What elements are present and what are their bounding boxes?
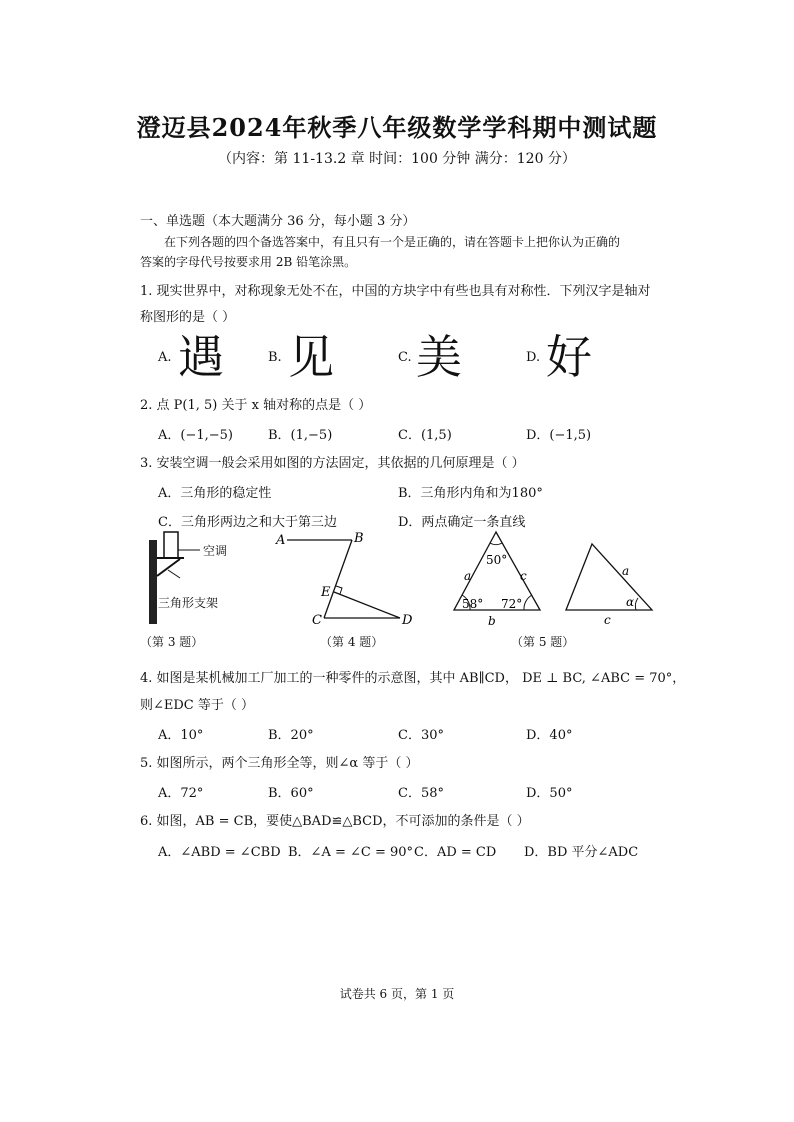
q6-option-a: A．∠ABD = ∠CBD xyxy=(158,845,281,860)
q1-option-b-label: B. xyxy=(268,350,282,365)
q1-option-c-label: C. xyxy=(398,350,412,365)
fig3-caption: （第 3 题） xyxy=(140,635,204,649)
q5-text: 5. 如图所示，两个三角形全等，则∠α 等于（ ） xyxy=(140,756,419,771)
q4-option-a: A．10° xyxy=(158,728,204,743)
q1-text-2: 称图形的是（ ） xyxy=(140,310,236,325)
fig5-top-angle: 50° xyxy=(486,553,508,567)
fig4-label-b: B xyxy=(354,531,364,546)
q1-option-d-char: 好 xyxy=(546,330,592,384)
fig5b-side-c: c xyxy=(604,613,611,627)
figure-3-air-conditioner xyxy=(140,530,260,630)
fig5-right-angle: 72° xyxy=(501,597,523,611)
fig4-label-c: C xyxy=(312,613,322,628)
fig4-label-e: E xyxy=(321,585,331,600)
q4-option-d: D．40° xyxy=(526,728,573,743)
q2-option-c: C．(1,5) xyxy=(398,428,452,443)
fig5-side-a: a xyxy=(464,569,472,583)
section-instruction-2: 答案的字母代号按要求用 2B 铅笔涂黑。 xyxy=(140,255,357,269)
fig5b-side-a: a xyxy=(622,564,630,578)
q2-option-b: B．(1,−5) xyxy=(268,428,333,443)
q4-text-2: 则∠EDC 等于（ ） xyxy=(140,698,255,713)
right-angle-arc xyxy=(524,595,532,610)
top-angle-arc xyxy=(490,543,502,545)
alpha-angle-arc xyxy=(635,598,638,610)
fig4-caption: （第 4 题） xyxy=(320,635,384,649)
q4-text-1: 4. 如图是某机械加工厂加工的一种零件的示意图，其中 AB∥CD， DE ⊥ BC, ∠ABC = 70°， xyxy=(140,671,686,686)
fig5-caption: （第 5 题） xyxy=(511,635,575,649)
q2-text: 2. 点 P(1, 5) 关于 x 轴对称的点是（ ） xyxy=(140,398,372,413)
segment-de xyxy=(334,592,400,618)
q4-option-c: C．30° xyxy=(398,728,444,743)
q3-option-a: A．三角形的稳定性 xyxy=(158,486,272,501)
q3-option-c: C．三角形两边之和大于第三边 xyxy=(158,515,337,530)
bracket-pointer-line xyxy=(168,570,180,578)
q3-option-d: D．两点确定一条直线 xyxy=(398,515,526,530)
fig3-ac-label: 空调 xyxy=(203,544,228,558)
q5-option-c: C．58° xyxy=(398,786,444,801)
fig5-side-b: b xyxy=(488,614,496,628)
q6-option-d: D．BD 平分∠ADC xyxy=(524,845,639,860)
figure-4-machine-part xyxy=(272,528,422,628)
q2-option-a: A．(−1,−5) xyxy=(158,428,233,443)
section-heading: 一、单选题（本大题满分 36 分，每小题 3 分） xyxy=(140,214,416,229)
q3-option-b: B．三角形内角和为180° xyxy=(398,486,543,501)
q5-option-d: D．50° xyxy=(526,786,573,801)
fig3-bracket-label: 三角形支架 xyxy=(158,596,219,610)
q4-option-b: B．20° xyxy=(268,728,314,743)
fig4-label-a: A xyxy=(276,533,286,548)
segment-bc xyxy=(324,540,352,618)
q3-text: 3. 安装空调一般会采用如图的方法固定，其依据的几何原理是（ ） xyxy=(140,456,525,471)
triangle-right-shape xyxy=(566,544,652,610)
wall xyxy=(149,540,157,624)
air-conditioner-box xyxy=(164,532,178,558)
fig5-left-angle: 58° xyxy=(462,597,484,611)
section-instruction-1: 在下列各题的四个备选答案中，有且只有一个是正确的，请在答题卡上把你认为正确的 xyxy=(164,235,621,249)
q1-option-b-char: 见 xyxy=(288,330,334,384)
page-subtitle: （内容：第 11-13.2 章 时间：100 分钟 满分：120 分） xyxy=(218,151,576,167)
q6-option-c: C．AD = CD xyxy=(414,845,497,860)
q2-option-d: D．(−1,5) xyxy=(526,428,592,443)
fig5b-angle-alpha: α xyxy=(626,595,635,609)
bracket-diagonal xyxy=(157,559,180,576)
fig5-side-c: c xyxy=(520,569,527,583)
page-footer: 试卷共 6 页，第 1 页 xyxy=(339,987,455,1001)
q6-text: 6. 如图，AB = CB，要使△BAD≌△BCD，不可添加的条件是（ ） xyxy=(140,814,530,829)
q1-option-a-char: 遇 xyxy=(178,330,224,384)
fig4-label-d: D xyxy=(402,613,413,628)
q1-text-1: 1. 现实世界中，对称现象无处不在，中国的方块字中有些也具有对称性．下列汉字是轴对 xyxy=(140,284,651,299)
q1-option-d-label: D. xyxy=(526,350,541,365)
figure-5-triangle-left xyxy=(448,528,548,628)
q6-option-b: B．∠A = ∠C = 90° xyxy=(288,845,414,860)
q5-option-a: A．72° xyxy=(158,786,204,801)
figure-5-triangle-right xyxy=(560,540,660,630)
q5-option-b: B．60° xyxy=(268,786,314,801)
q1-option-c-char: 美 xyxy=(416,330,462,384)
q1-option-a-label: A. xyxy=(158,350,172,365)
page-title: 澄迈县2024年秋季八年级数学学科期中测试题 xyxy=(136,113,658,142)
